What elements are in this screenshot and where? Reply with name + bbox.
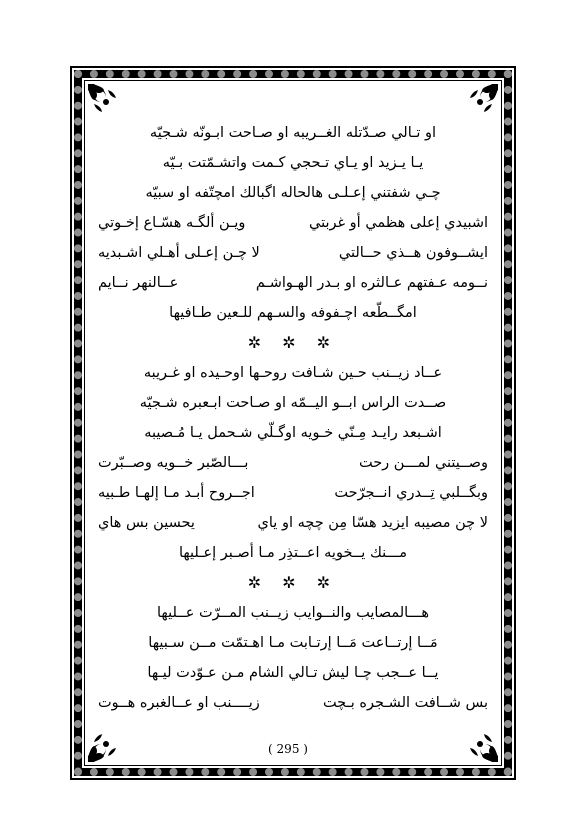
- poem-line: يـا يـزيد او يـاي تـحجي كـمت واتشـمّتت بـيّه: [162, 155, 424, 171]
- stanza-separator: ✲ ✲ ✲: [247, 573, 339, 592]
- hemistich-right: وبگــلبي تِــدري انــجرّحت: [334, 485, 488, 501]
- poem-line: امگــطّعه اچـفوفه والسـهم للـعين طـافيها: [169, 305, 417, 321]
- corner-ornament-icon: [466, 82, 500, 116]
- poem-line-split: [96, 688, 490, 718]
- hemistich-left: لا چـن إعـلى أهـلي اشـبديه: [98, 245, 260, 261]
- poem-line-split: [96, 208, 490, 238]
- poem-body: [96, 118, 490, 718]
- corner-ornament-icon: [86, 82, 120, 116]
- poem-line-split: [96, 448, 490, 478]
- hemistich-right: اشبيدي إعلى هظمي أو غربتي: [308, 215, 488, 231]
- hemistich-left: بـــالصّبر خــويه وصــبّرت: [98, 455, 249, 471]
- poem-line-split: [96, 478, 490, 508]
- poem-line: مـــنك يــخويه اعــتذِر مـا أصـبر إعـليها: [178, 545, 408, 561]
- poem-line: هـــالمصايب والنــوايب زيــنب المــرّت عــليها: [157, 605, 429, 621]
- hemistich-left: ويـن ألگـه هسّـاع إخـوتي: [98, 215, 246, 231]
- poem-line: صــدت الراس ابــو اليــمّه او صـاحت ابـعبره شـجيّه: [139, 395, 447, 411]
- poem-line: اشـبعد رايـد مِـنّي خـويه اوگـلّي شـحمل يـا مُـصيبه: [144, 425, 442, 441]
- poem-line-split: [96, 508, 490, 538]
- poem-line: چـي شفتني إعـلـى هالحاله اگبالك امچتّفه او سبيّه: [145, 185, 441, 201]
- hemistich-left: زيــــنب او عــالغبره هــوت: [98, 695, 260, 711]
- poem-line: يــا عــجب چـا ليش تـالي الشام مـن عـوّدت ليـها: [147, 665, 439, 681]
- hemistich-left: يحسين بس هاي: [98, 515, 195, 531]
- hemistich-right: بس شــافت الشـجره بـچت: [322, 695, 488, 711]
- hemistich-right: نــومه عـفتهم عـالثره او بـدر الهـواشـم: [255, 275, 488, 291]
- stanza-separator: ✲ ✲ ✲: [247, 333, 339, 352]
- hemistich-right: ايشــوفون هــذي حــالتي: [338, 245, 488, 261]
- hemistich-right: لا چن مصيبه ايزيد هسّا مِن چچه او ياي: [257, 515, 488, 531]
- hemistich-right: وصــيتني لمـــن رحت: [358, 455, 488, 471]
- poem-line-split: [96, 238, 490, 268]
- poem-line: او تـالي صـدّتله الغــريبه او صـاحت ابـونّه شـجيّه: [149, 125, 437, 141]
- poem-line: مَــا إرتــاعت مَــا إرتـابت مـا اهـتمّت مــن سـبيها: [148, 635, 438, 651]
- page-number: ( 295 ): [268, 742, 308, 756]
- poem-line-split: [96, 268, 490, 298]
- hemistich-left: عــالنهر نــايم: [98, 275, 179, 291]
- poem-line: عــاد زيــنب حـين شـافت روحـها اوحـيده او غـريبه: [143, 365, 443, 381]
- hemistich-left: اجــروح أبـد مـا إلهـا طـبيه: [98, 485, 255, 501]
